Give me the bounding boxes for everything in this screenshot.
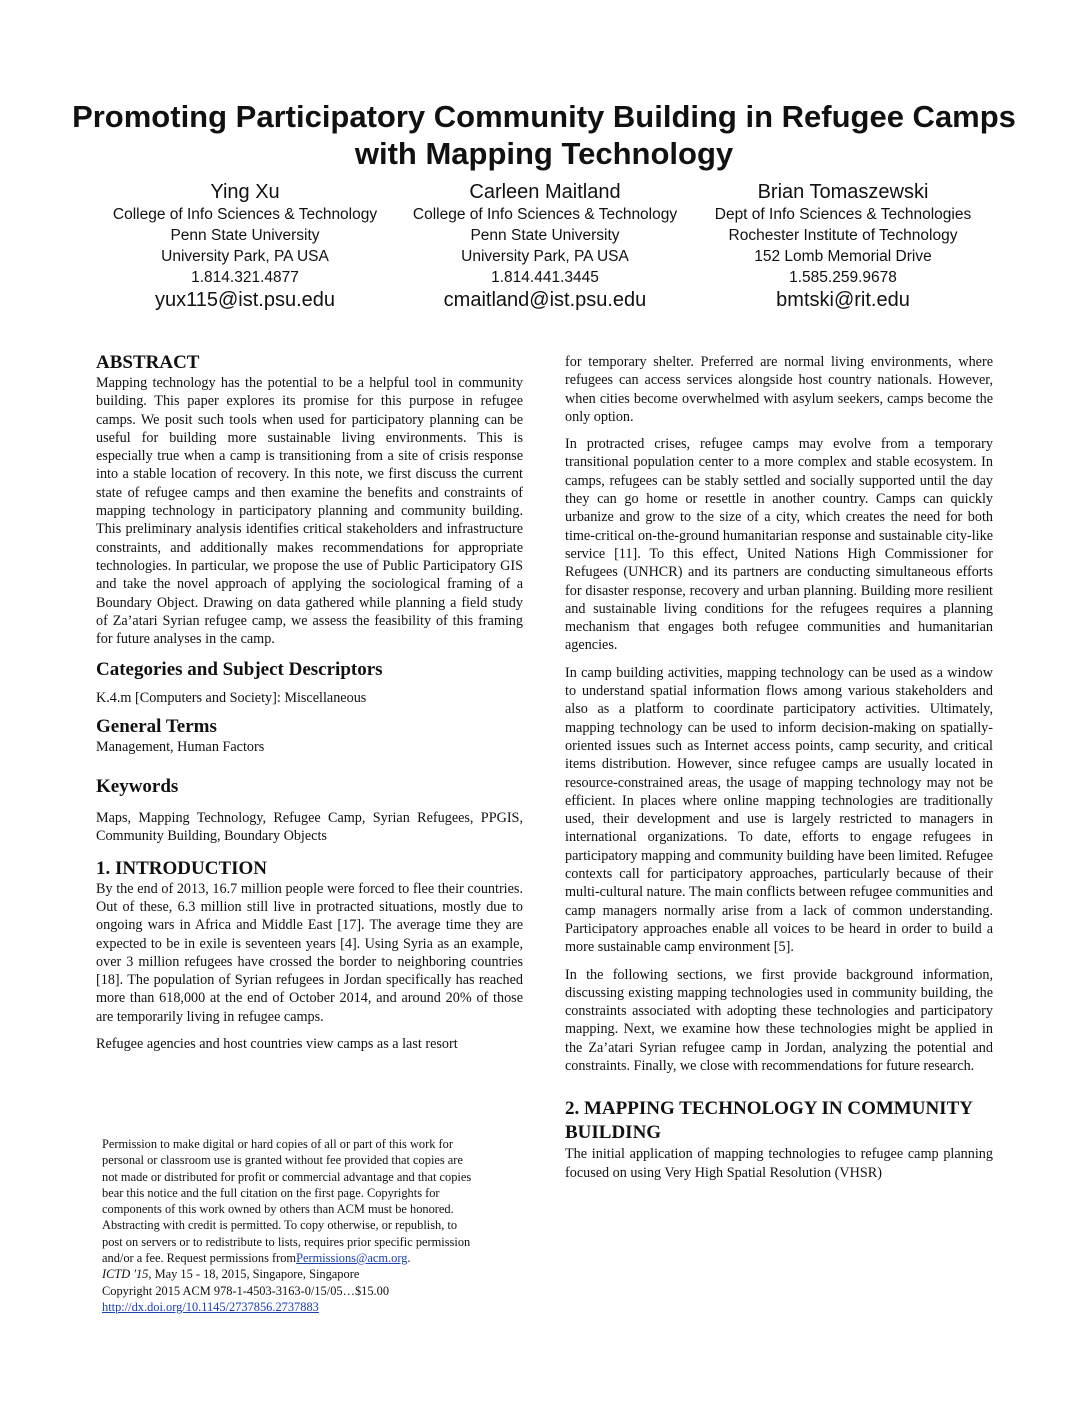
author-email[interactable]: cmaitland@ist.psu.edu bbox=[443, 289, 647, 311]
permission-notice bbox=[102, 1136, 530, 1315]
permission-line bbox=[102, 1250, 530, 1266]
general-terms-text: Management, Human Factors bbox=[96, 738, 265, 755]
author-address: University Park, PA USA bbox=[461, 248, 629, 265]
author-affiliation: Dept of Info Sciences & Technologies bbox=[714, 206, 972, 223]
author-email[interactable]: yux115@ist.psu.edu bbox=[154, 289, 336, 311]
abstract-text: Mapping technology has the potential to be a helpful tool in community building. This paper explores its promise for this purpose in refugee camps. We posit such tools when used for participatory planning can be useful for building more sustainable living environments. This is especially true when a camp is transitioning from a site of crisis response into a stable location of recovery. In this note, we first discuss the current state of refugee camps and then examine the benefits and constraints of mapping technology in participatory planning and community building. This preliminary analysis identifies critical stakeholders and infrastructure constraints, and additionally makes recommendations for appropriate technologies. In particular, we propose the use of Public Participatory GIS and take the novel approach of applying the sociological framing of a Boundary Object. Drawing on data gathered while planning a field study of Za’atari Syrian refugee camp, we assess the feasibility of this framing for future analyses in the camp. bbox=[96, 375, 523, 648]
general-terms-heading: General Terms bbox=[96, 715, 217, 737]
permission-line: Permission to make digital or hard copies of all or part of this work for bbox=[102, 1137, 453, 1151]
introduction-heading: 1. INTRODUCTION bbox=[96, 857, 268, 879]
conference-line bbox=[102, 1266, 530, 1282]
author-block bbox=[396, 180, 694, 313]
author-address: University Park, PA USA bbox=[161, 248, 329, 265]
author-name: Carleen Maitland bbox=[469, 181, 621, 203]
section2-paragraph: The initial application of mapping technologies to refugee camp planning focused on using Very High Spatial Resolution (VHSR) bbox=[565, 1146, 993, 1181]
conference-name: ICTD '15, bbox=[102, 1267, 152, 1282]
author-affiliation: College of Info Sciences & Technology bbox=[112, 206, 378, 223]
categories-heading: Categories and Subject Descriptors bbox=[96, 659, 383, 681]
introduction-paragraph: for temporary shelter. Preferred are normal living environments, where refugees can access services alongside host country nationals. However, when cities become overwhelmed with asylum seekers, camps become the only option. bbox=[565, 354, 993, 425]
author-email[interactable]: bmtski@rit.edu bbox=[776, 289, 910, 311]
author-institution: Penn State University bbox=[170, 227, 320, 244]
abstract-heading: ABSTRACT bbox=[96, 352, 200, 373]
introduction-paragraph: In the following sections, we first provide background information, discussing existing mapping technologies used in community building, the constraints associated with adopting these technologies and participatory mapping. Next, we examine how these technologies might be applied in the Za’atari Syrian refugee camp in Jordan, analyzing the potential and constraints. Finally, we close with recommendations for future research. bbox=[565, 966, 993, 1074]
permission-line: bear this notice and the full citation on the first page. Copyrights for bbox=[102, 1185, 440, 1200]
permission-line: post on servers or to redistribute to lists, requires prior specific permission bbox=[102, 1234, 471, 1249]
author-phone: 1.585.259.9678 bbox=[789, 269, 897, 286]
left-column bbox=[96, 352, 523, 1053]
permission-line: personal or classroom use is granted without fee provided that copies are bbox=[102, 1153, 463, 1168]
keywords-heading: Keywords bbox=[96, 776, 179, 798]
permission-line: components of this work owned by others than ACM must be honored. bbox=[102, 1202, 454, 1217]
categories-text: K.4.m [Computers and Society]: Miscellaneous bbox=[96, 690, 367, 707]
introduction-paragraph: In camp building activities, mapping technology can be used as a window to understand spatial information flows among various stakeholders and also as a platform to coordinate participatory activities. Ultimately, mapping technology can be used to inform decision-making on spatially-oriented issues such as Internet access points, camp security, and critical items distribution. However, since refugee camps are usually located in resource-constrained areas, the usage of mapping technology may not be efficient. In places where online mapping technologies are traditionally used, their development and use is largely restricted to managers in international organizations. To date, efforts to engage refugees in participatory mapping and community building have been limited. Refugee contexts call for participatory approaches, particularly because of their multi-cultural nature. The main conflicts between refugee communities and camp managers normally arise from a lack of common understanding. Participatory approaches enable all voices to be heard in order to build a more sustainable camp environment [5]. bbox=[565, 664, 993, 956]
introduction-paragraph: By the end of 2013, 16.7 million people were forced to flee their countries. Out of these, 6.3 million still live in protracted situations, mostly due to ongoing wars in Africa and Middle East [17]. The average time they are expected to be in exile is seventeen years [4]. Using Syria as an example, over 3 million refugees have crossed the border to neighboring countries [18]. The population of Syrian refugees in Jordan specifically has reached more than 618,000 at the end of October 2014, and around 20% of those are temporarily living in refugee camps. bbox=[96, 880, 523, 1025]
author-block bbox=[95, 180, 395, 313]
section2-heading: 2. MAPPING TECHNOLOGY IN COMMUNITY BUILDING bbox=[565, 1098, 973, 1144]
author-phone: 1.814.321.4877 bbox=[191, 269, 299, 286]
permissions-email-link[interactable]: Permissions@acm.org bbox=[296, 1251, 408, 1266]
author-phone: 1.814.441.3445 bbox=[491, 269, 599, 286]
permission-line: Abstracting with credit is permitted. To copy otherwise, or republish, to bbox=[102, 1218, 458, 1233]
author-name: Ying Xu bbox=[210, 181, 280, 203]
author-block bbox=[696, 180, 990, 313]
author-institution: Rochester Institute of Technology bbox=[728, 227, 958, 244]
right-column bbox=[565, 353, 993, 1191]
paper-title: Promoting Participatory Community Building in Refugee Camps with Mapping Technology bbox=[72, 99, 1016, 171]
introduction-paragraph: Refugee agencies and host countries view camps as a last resort bbox=[96, 1036, 458, 1053]
permission-line: not made or distributed for profit or commercial advantage and that copies bbox=[102, 1169, 472, 1184]
doi-link[interactable]: http://dx.doi.org/10.1145/2737856.2737883 bbox=[102, 1299, 319, 1314]
introduction-paragraph: In protracted crises, refugee camps may evolve from a temporary transitional population center to a more complex and stable ecosystem. In camps, refugees can be stably settled and socially supported until the day they can go home or resettle in another country. Camps can quickly urbanize and grow to the size of a city, which creates the need for both time-critical on-the-ground humanitarian response and sustainable city-like service [11]. To this effect, United Nations High Commissioner for Refugees (UNHCR) and its partners are conducting simultaneous efforts for disaster response, recovery and urban planning. Building more resilient and sustainable living conditions for the refugees requires a planning mechanism that engages both refugee communities and humanitarian agencies. bbox=[565, 436, 993, 654]
keywords-text: Maps, Mapping Technology, Refugee Camp, Syrian Refugees, PPGIS, Community Building, Boundary Objects bbox=[96, 810, 523, 845]
permission-text: . bbox=[407, 1251, 411, 1266]
permission-text: and/or a fee. Request permissions from bbox=[102, 1251, 297, 1266]
copyright-line: Copyright 2015 ACM 978-1-4503-3163-0/15/05…$15.00 bbox=[102, 1283, 390, 1298]
author-institution: Penn State University bbox=[470, 227, 620, 244]
author-name: Brian Tomaszewski bbox=[757, 181, 929, 203]
author-address: 152 Lomb Memorial Drive bbox=[754, 248, 932, 265]
author-affiliation: College of Info Sciences & Technology bbox=[412, 206, 678, 223]
conference-details: May 15 - 18, 2015, Singapore, Singapore bbox=[151, 1267, 360, 1282]
